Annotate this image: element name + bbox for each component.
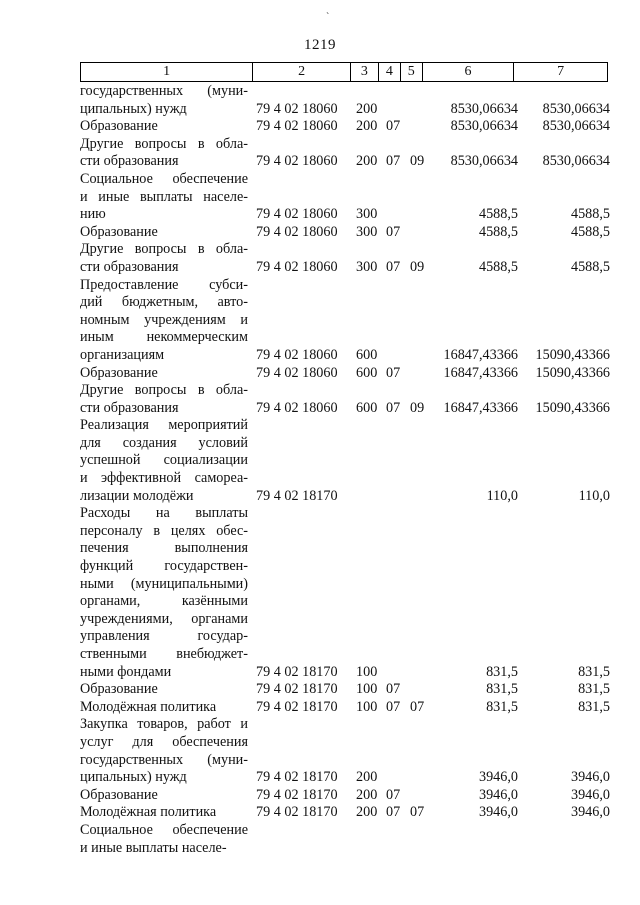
row-value-7: 4588,5 <box>570 258 610 275</box>
row-name-line: Образование <box>80 223 158 240</box>
row-code: 79 4 02 18170 <box>256 663 338 680</box>
row-section: 07 <box>386 698 401 715</box>
table-header <box>80 62 608 82</box>
row-value-7: 3946,0 <box>570 804 610 821</box>
row-name-line: успешной социализации <box>80 452 248 469</box>
row-section: 07 <box>386 804 401 821</box>
row-value-6: 8530,06634 <box>450 100 518 117</box>
row-expense-type: 200 <box>356 153 378 170</box>
table-row <box>80 699 610 717</box>
row-value-7: 3946,0 <box>570 786 610 803</box>
row-name <box>80 787 252 805</box>
row-expense-type: 300 <box>356 223 378 240</box>
row-name-line: иным некоммерческим <box>80 329 248 346</box>
table-row <box>80 822 610 857</box>
row-code: 79 4 02 18060 <box>256 153 338 170</box>
row-name-line: Закупка товаров, работ и <box>80 716 248 733</box>
row-name <box>80 83 252 118</box>
row-name-line: и эффективной самореа- <box>80 470 248 487</box>
row-code: 79 4 02 18170 <box>256 487 338 504</box>
row-name-line: сти образования <box>80 399 179 416</box>
row-subsection: 07 <box>410 698 425 715</box>
row-name-line: Реализация мероприятий <box>80 417 248 434</box>
row-name <box>80 136 252 171</box>
row-subsection: 09 <box>410 399 425 416</box>
row-name-line: Социальное обеспечение <box>80 821 248 838</box>
row-expense-type: 600 <box>356 364 378 381</box>
row-code: 79 4 02 18170 <box>256 804 338 821</box>
header-col-7: 7 <box>513 63 607 81</box>
row-value-7: 4588,5 <box>570 206 610 223</box>
row-value-6: 8530,06634 <box>450 118 518 135</box>
row-name-line: Образование <box>80 118 158 135</box>
row-section: 07 <box>386 364 401 381</box>
row-value-7: 8530,06634 <box>542 118 610 135</box>
row-value-6: 4588,5 <box>478 258 518 275</box>
row-name-line: Молодёжная политика <box>80 804 217 821</box>
row-code: 79 4 02 18060 <box>256 346 338 363</box>
row-expense-type: 600 <box>356 399 378 416</box>
row-subsection: 07 <box>410 804 425 821</box>
row-name-line: ципальных) нужд <box>80 769 187 786</box>
row-code: 79 4 02 18170 <box>256 786 338 803</box>
row-code: 79 4 02 18060 <box>256 258 338 275</box>
row-name-line: номным учреждениям и <box>80 311 248 328</box>
row-expense-type: 100 <box>356 698 378 715</box>
row-name-line: и иные выплаты населе- <box>80 188 248 205</box>
row-name <box>80 804 252 822</box>
row-subsection: 09 <box>410 258 425 275</box>
table-row <box>80 804 610 822</box>
row-expense-type: 200 <box>356 100 378 117</box>
row-value-6: 4588,5 <box>478 223 518 240</box>
row-value-6: 831,5 <box>486 663 518 680</box>
row-section: 07 <box>386 681 401 698</box>
header-col-6: 6 <box>422 63 514 81</box>
row-expense-type: 200 <box>356 118 378 135</box>
header-col-1: 1 <box>163 64 171 79</box>
table-row <box>80 716 610 786</box>
row-name <box>80 277 252 365</box>
row-name <box>80 699 252 717</box>
row-value-6: 831,5 <box>486 698 518 715</box>
row-name-line: для создания условий <box>80 434 248 451</box>
row-value-7: 15090,43366 <box>535 364 610 381</box>
row-name <box>80 171 252 224</box>
table-row <box>80 136 610 171</box>
row-name <box>80 716 252 786</box>
row-value-7: 831,5 <box>578 698 610 715</box>
row-section: 07 <box>386 118 401 135</box>
table-row <box>80 365 610 383</box>
row-name-line: управления государ- <box>80 628 248 645</box>
row-code: 79 4 02 18060 <box>256 399 338 416</box>
row-value-6: 4588,5 <box>478 206 518 223</box>
row-name-line: печения выполнения <box>80 540 248 557</box>
row-value-7: 4588,5 <box>570 223 610 240</box>
row-value-6: 3946,0 <box>478 769 518 786</box>
row-section: 07 <box>386 258 401 275</box>
row-name <box>80 118 252 136</box>
row-section: 07 <box>386 223 401 240</box>
row-section: 07 <box>386 786 401 803</box>
header-col-5: 5 <box>400 63 422 81</box>
row-value-7: 15090,43366 <box>535 399 610 416</box>
row-name-line: персоналу в целях обес- <box>80 522 248 539</box>
row-expense-type: 300 <box>356 206 378 223</box>
row-name <box>80 505 252 681</box>
row-value-6: 16847,43366 <box>443 399 518 416</box>
table-row <box>80 505 610 681</box>
row-value-7: 15090,43366 <box>535 346 610 363</box>
row-name <box>80 382 252 417</box>
row-code: 79 4 02 18170 <box>256 769 338 786</box>
row-name-line: сти образования <box>80 153 179 170</box>
table-row <box>80 417 610 505</box>
row-code: 79 4 02 18060 <box>256 206 338 223</box>
row-code: 79 4 02 18060 <box>256 223 338 240</box>
row-expense-type: 200 <box>356 769 378 786</box>
table-row <box>80 83 610 118</box>
table-row <box>80 118 610 136</box>
page-number: 1219 <box>304 37 336 53</box>
row-value-7: 831,5 <box>578 681 610 698</box>
row-value-7: 8530,06634 <box>542 100 610 117</box>
row-name <box>80 241 252 276</box>
row-name-line: учреждениями, органами <box>80 610 248 627</box>
table-row <box>80 787 610 805</box>
row-name-line: нию <box>80 206 106 223</box>
row-value-6: 110,0 <box>486 487 518 504</box>
budget-table <box>80 83 610 857</box>
row-name-line: государственных (муни- <box>80 83 248 99</box>
row-name-line: Другие вопросы в обла- <box>80 135 248 152</box>
row-name-line: ципальных) нужд <box>80 100 187 117</box>
row-value-7: 831,5 <box>578 663 610 680</box>
row-value-6: 16847,43366 <box>443 346 518 363</box>
row-value-6: 831,5 <box>486 681 518 698</box>
row-name-line: функций государствен- <box>80 558 248 575</box>
row-name-line: ными фондами <box>80 663 172 680</box>
header-col-2: 2 <box>252 63 350 81</box>
row-name <box>80 681 252 699</box>
row-name-line: Предоставление субси- <box>80 276 248 293</box>
row-name-line: Другие вопросы в обла- <box>80 241 248 258</box>
header-col-4: 4 <box>378 63 400 81</box>
row-name-line: Образование <box>80 364 158 381</box>
row-subsection: 09 <box>410 153 425 170</box>
row-name-line: Социальное обеспечение <box>80 170 248 187</box>
row-name <box>80 365 252 383</box>
row-name-line: органами, казёнными <box>80 593 248 610</box>
row-code: 79 4 02 18170 <box>256 698 338 715</box>
row-expense-type: 200 <box>356 804 378 821</box>
row-code: 79 4 02 18060 <box>256 118 338 135</box>
table-row <box>80 681 610 699</box>
table-row <box>80 241 610 276</box>
row-name-line: и иные выплаты населе- <box>80 839 227 856</box>
row-value-7: 3946,0 <box>570 769 610 786</box>
row-expense-type: 600 <box>356 346 378 363</box>
row-name-line: государственных (муни- <box>80 751 248 768</box>
row-name-line: Расходы на выплаты <box>80 505 248 522</box>
row-name-line: ными (муниципальными) <box>80 575 248 592</box>
row-value-6: 3946,0 <box>478 804 518 821</box>
header-col-3: 3 <box>350 63 378 81</box>
row-value-6: 16847,43366 <box>443 364 518 381</box>
table-row <box>80 171 610 224</box>
row-name-line: лизации молодёжи <box>80 487 194 504</box>
row-value-7: 8530,06634 <box>542 153 610 170</box>
row-code: 79 4 02 18170 <box>256 681 338 698</box>
row-name-line: Образование <box>80 681 158 698</box>
row-name-line: сти образования <box>80 258 179 275</box>
row-section: 07 <box>386 399 401 416</box>
row-name-line: ственными внебюджет- <box>80 646 248 662</box>
row-name-line: Другие вопросы в обла- <box>80 382 248 399</box>
table-row <box>80 224 610 242</box>
row-expense-type: 300 <box>356 258 378 275</box>
row-name-line: организациям <box>80 346 165 363</box>
row-name <box>80 224 252 242</box>
row-name-line: услуг для обеспечения <box>80 733 248 750</box>
scan-mark: ` <box>326 12 330 23</box>
row-value-6: 3946,0 <box>478 786 518 803</box>
row-code: 79 4 02 18060 <box>256 100 338 117</box>
row-name-line: Образование <box>80 786 158 803</box>
row-name-line: Молодёжная политика <box>80 698 217 715</box>
row-name-line: дий бюджетным, авто- <box>80 294 248 311</box>
row-expense-type: 100 <box>356 681 378 698</box>
row-section: 07 <box>386 153 401 170</box>
row-value-7: 110,0 <box>578 487 610 504</box>
row-name <box>80 417 252 505</box>
row-value-6: 8530,06634 <box>450 153 518 170</box>
row-expense-type: 200 <box>356 786 378 803</box>
row-code: 79 4 02 18060 <box>256 364 338 381</box>
table-row <box>80 277 610 365</box>
table-row <box>80 382 610 417</box>
row-name <box>80 822 252 857</box>
row-expense-type: 100 <box>356 663 378 680</box>
